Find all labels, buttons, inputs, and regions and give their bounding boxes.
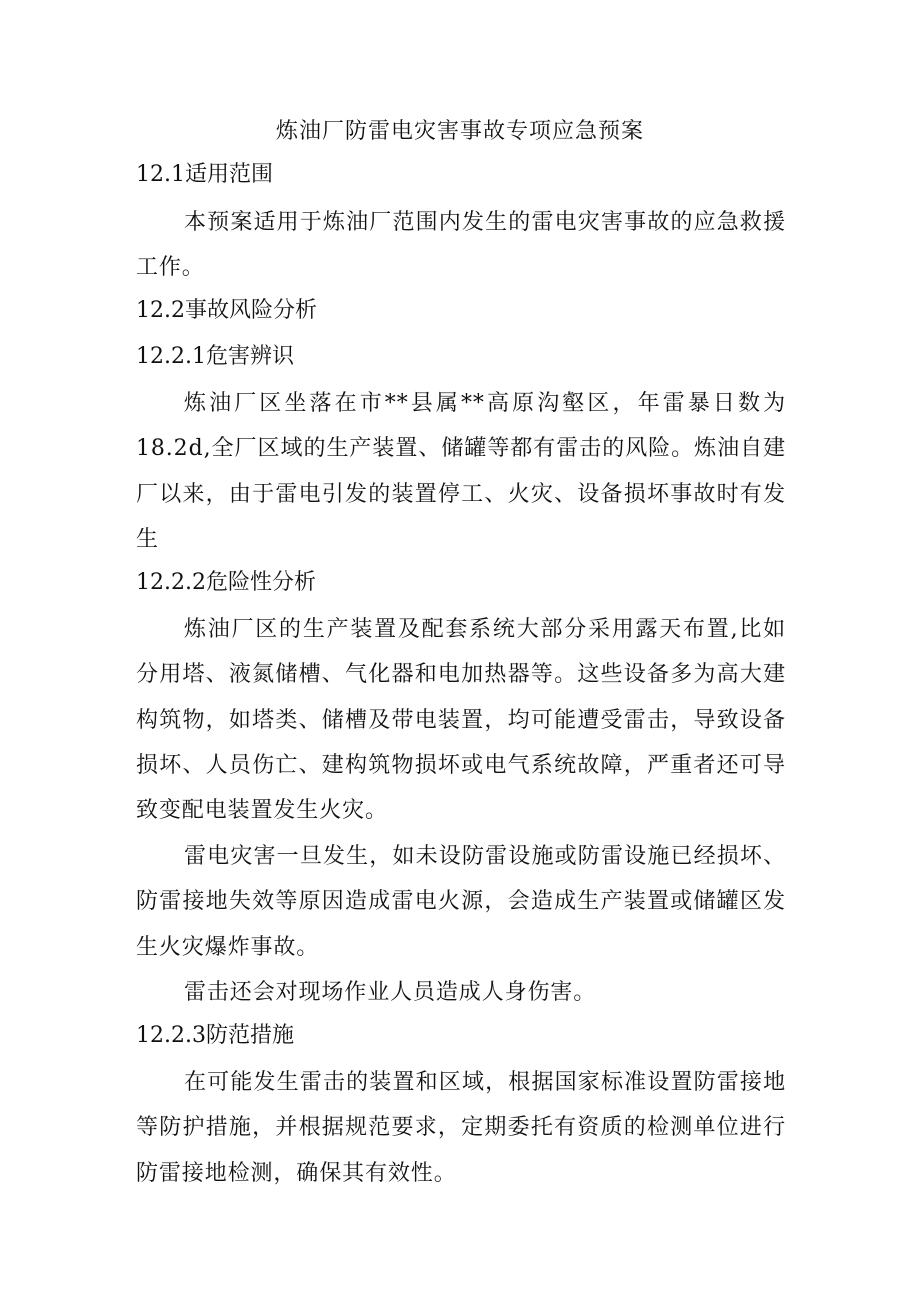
section-heading-12-2: 12.2事故风险分析 xyxy=(136,298,317,323)
section-heading-12-2-2: 12.2.2危险性分析 xyxy=(136,570,316,595)
section-heading-12-2-1: 12.2.1危害辨识 xyxy=(136,344,294,369)
document-title: 炼油厂防雷电灾害事故专项应急预案 xyxy=(275,119,644,144)
paragraph-hazard-identification: 炼油厂区坐落在市**县属**高原沟壑区，年雷暴日数为18.2d,全厂区域的生产装置、储罐等都有雷击的风险。炼油自建厂以来，由于雷电引发的装置停工、火灾、设备损坏事故时有发生 xyxy=(136,391,786,552)
paragraph-preventive-measures: 在可能发生雷击的装置和区域，根据国家标准设置防雷接地等防护措施，并根据规范要求，定期委托有资质的检测单位进行防雷接地检测，确保其有效性。 xyxy=(136,1070,786,1186)
section-heading-12-2-3: 12.2.3防范措施 xyxy=(136,1023,294,1048)
paragraph-risk-analysis-2: 雷电灾害一旦发生，如未设防雷设施或防雷设施已经损坏、防雷接地失效等原因造成雷电火源，会造成生产装置或储罐区发生火灾爆炸事故。 xyxy=(136,844,786,960)
paragraph-risk-analysis-3: 雷击还会对现场作业人员造成人身伤害。 xyxy=(184,980,597,1005)
section-heading-12-1: 12.1适用范围 xyxy=(136,162,273,187)
paragraph-risk-analysis-1: 炼油厂区的生产装置及配套系统大部分采用露天布置,比如分用塔、液氮储槽、气化器和电加热器等。这些设备多为高大建构筑物，如塔类、储槽及带电装置，均可能遭受雷击，导致设备损坏、人员伤亡、建构筑物损坏或电气系统故障，严重者还可导致变配电装置发生火灾。 xyxy=(136,617,786,824)
paragraph-scope: 本预案适用于炼油厂范围内发生的雷电灾害事故的应急救援工作。 xyxy=(136,210,786,281)
